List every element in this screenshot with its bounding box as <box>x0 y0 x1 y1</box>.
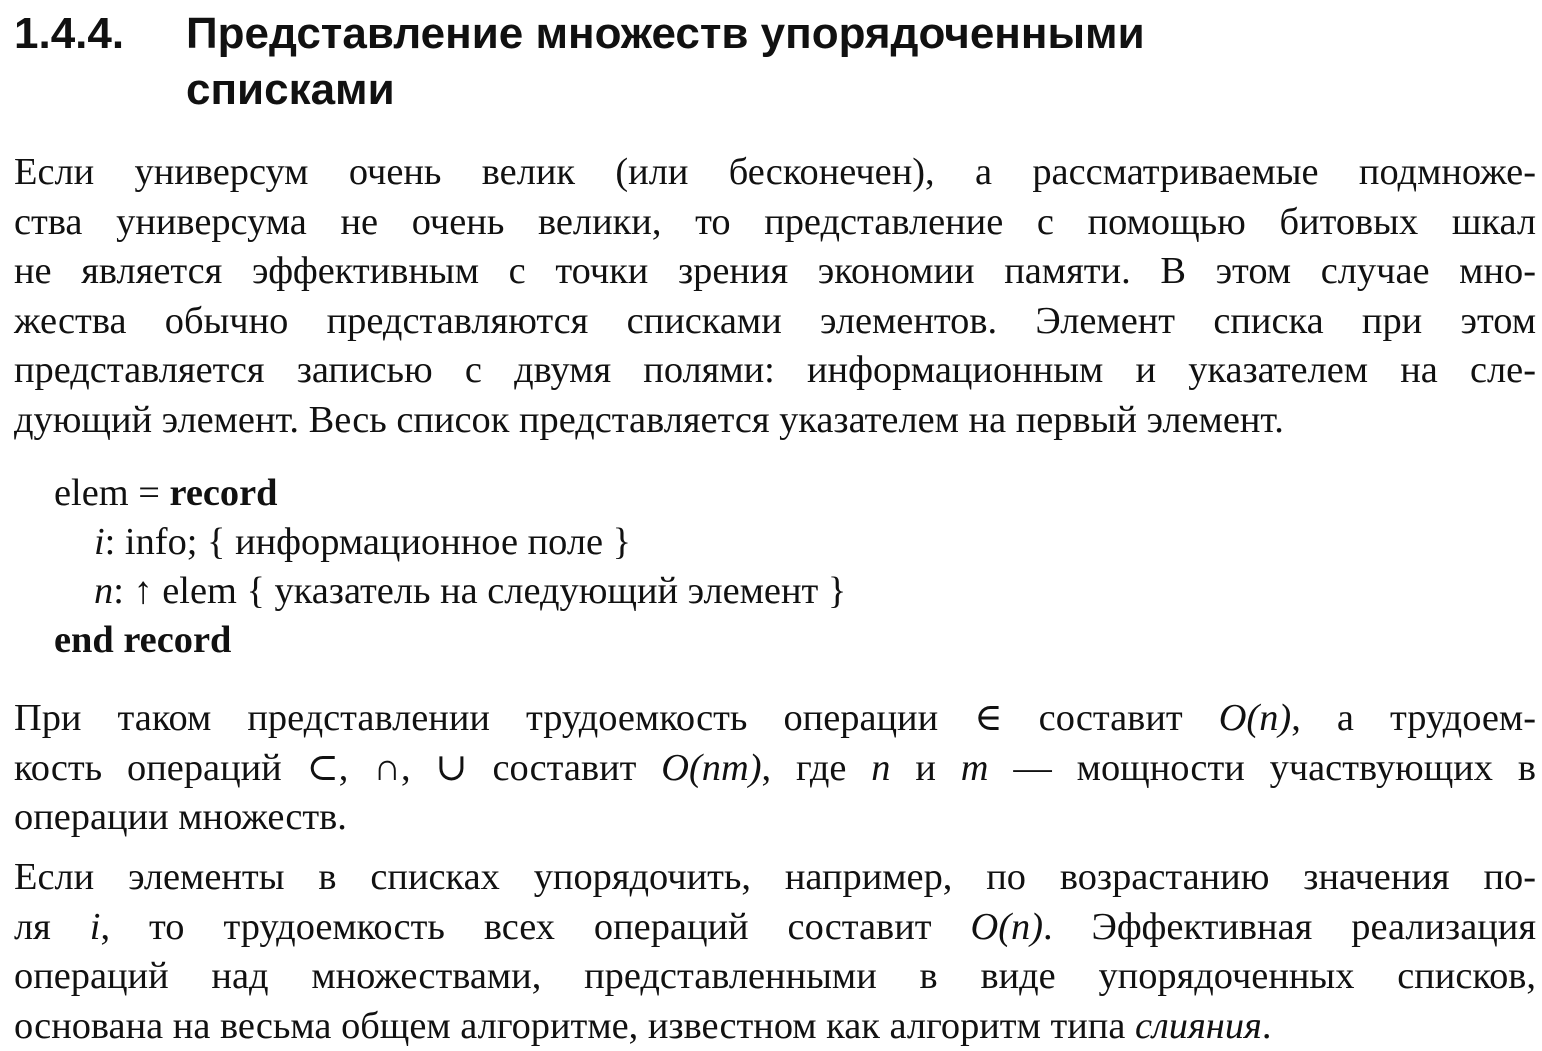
field-i-decl: : info; { информационное поле } <box>104 521 632 563</box>
text-span: основана на весьма общем алгоритме, известном как алгоритм типа <box>14 1004 1135 1047</box>
paragraph-intro <box>14 148 1536 446</box>
text-line <box>14 903 1536 953</box>
text-line: Если элементы в списках упорядочить, например, по возрастанию значения по- <box>14 856 1536 898</box>
emphasis-term: слияния <box>1134 1004 1262 1047</box>
text-line: ства универсума не очень велики, то представление с помощью битовых шкал <box>14 200 1536 243</box>
text-line: не является эффективным с точки зрения экономии памяти. В этом случае мно- <box>14 250 1536 293</box>
math-expression: O(n) <box>1218 697 1292 739</box>
section-heading-line1 <box>14 6 1145 62</box>
field-name-i: i <box>94 521 105 563</box>
text-span: ля <box>14 905 90 948</box>
section-heading <box>14 6 1145 118</box>
text-line: дующий элемент. Весь список представляется указателем на первый элемент. <box>14 398 1284 441</box>
math-variable: n <box>871 746 891 789</box>
code-line-end-record <box>54 616 846 665</box>
math-expression: O(n) <box>970 905 1043 948</box>
text-line: жества обычно представляются списками элементов. Элемент списка при этом <box>14 299 1536 342</box>
text-line: операции множеств. <box>14 796 347 839</box>
code-line-field-n <box>54 567 846 616</box>
equals-sign: = <box>128 472 170 514</box>
text-span: кость операций ⊂, ∩, ∪ составит <box>14 746 662 789</box>
text-line <box>14 744 1536 794</box>
text-span: , а трудоем- <box>1291 697 1536 739</box>
field-n-decl: : ↑ elem { указатель на следующий элемент } <box>113 570 847 612</box>
paragraph-complexity <box>14 694 1536 843</box>
keyword-record: record <box>169 472 278 514</box>
code-block-record <box>54 469 846 665</box>
math-variable: i <box>89 905 101 948</box>
field-name-n: n <box>94 570 114 612</box>
math-expression: O(nm) <box>661 746 762 789</box>
keyword-end-record: end record <box>54 619 232 661</box>
section-title-line2: списками <box>186 65 395 114</box>
text-line: операций над множествами, представленными в виде упорядоченных списков, <box>14 955 1536 998</box>
section-title-line1: Представление множеств упорядоченными <box>186 9 1145 58</box>
text-span: . <box>1261 1004 1272 1047</box>
code-line-field-i <box>54 518 846 567</box>
paragraph-ordered-lists <box>14 853 1536 1051</box>
code-line-record-header <box>54 469 846 518</box>
text-line <box>14 1002 1536 1051</box>
text-span: При таком представлении трудоемкость операции ∈ составит <box>14 697 1219 739</box>
math-variable: m <box>960 746 989 789</box>
text-span: , где <box>761 746 872 789</box>
text-span: — мощности участвующих в <box>988 746 1536 789</box>
text-span: , то трудоемкость всех операций составит <box>100 905 971 948</box>
text-span: . Эффективная реализация <box>1042 905 1536 948</box>
text-line: Если универсум очень велик (или бесконечен), а рассматриваемые подмноже- <box>14 151 1536 193</box>
text-line <box>14 694 1536 744</box>
type-name: elem <box>54 472 129 514</box>
section-number: 1.4.4. <box>14 9 125 58</box>
text-span: и <box>890 746 961 789</box>
text-line: представляется записью с двумя полями: информационным и указателем на сле- <box>14 349 1536 392</box>
